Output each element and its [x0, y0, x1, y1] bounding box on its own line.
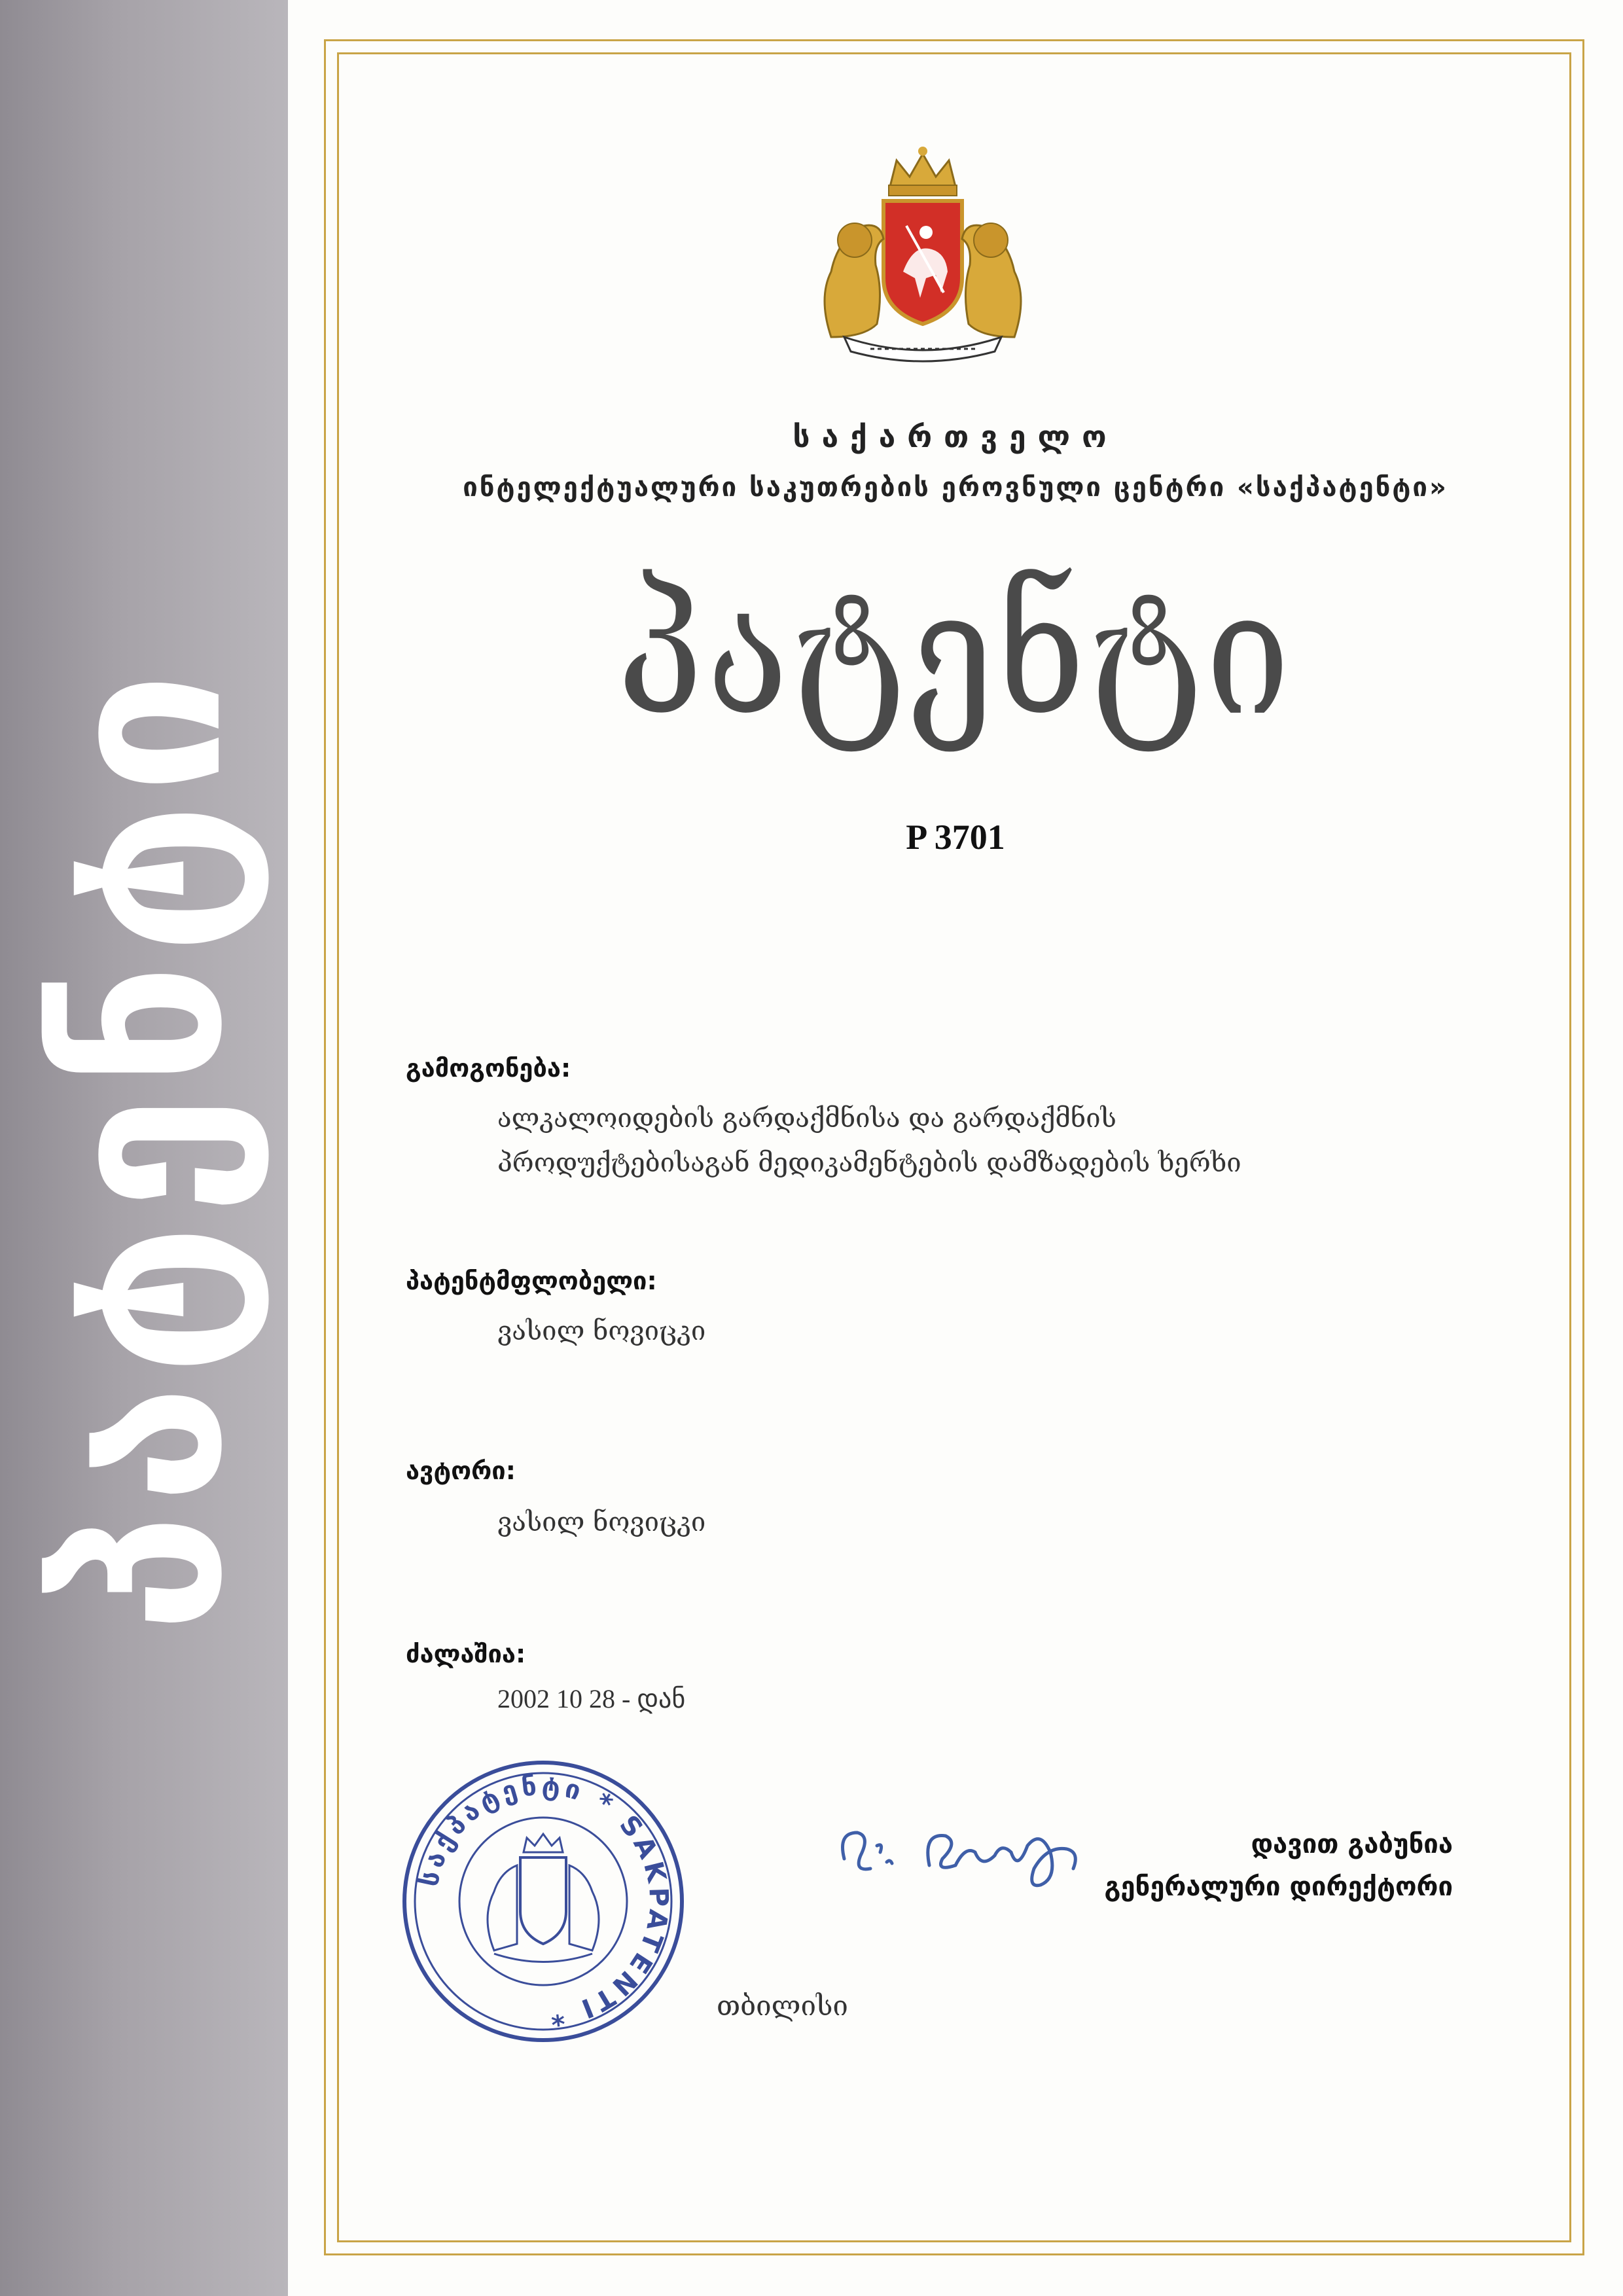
seal-text: საქპატენტი * SAKPATENTI * — [414, 1770, 674, 2032]
invention-line-1: ალკალოიდების გარდაქმნისა და გარდაქმნის — [497, 1103, 1116, 1134]
signer-name: დავით გაბუნია — [1251, 1829, 1453, 1859]
side-band-text: პატენტი — [18, 662, 270, 1634]
author-value: ვასილ ნოვიცკი — [497, 1507, 706, 1537]
round-stamp-icon — [396, 1754, 690, 2049]
signer-position: გენერალური დირექტორი — [1104, 1872, 1453, 1902]
invention-label: გამოგონება: — [406, 1054, 571, 1083]
in-force-value: 2002 10 28 - დან — [497, 1684, 686, 1713]
country-name: საქართველო — [793, 419, 1118, 454]
document-title: პატენტი — [617, 553, 1294, 755]
side-band — [0, 0, 289, 2296]
author-label: ავტორი: — [406, 1456, 516, 1485]
office-name: ინტელექტუალური საკუთრების ეროვნული ცენტრი «საქპატენტი» — [463, 473, 1448, 503]
holder-value: ვასილ ნოვიცკი — [497, 1316, 706, 1346]
holder-label: პატენტმფლობელი: — [406, 1266, 657, 1295]
georgia-coat-of-arms-icon — [792, 141, 1054, 363]
certificate-sheet — [288, 0, 1623, 2296]
city-name: თბილისი — [717, 1990, 848, 2022]
invention-line-2: პროდუქტებისაგან მედიკამენტების დამზადების ხერხი — [497, 1148, 1241, 1178]
patent-number: P 3701 — [906, 817, 1005, 857]
in-force-label: ძალაშია: — [406, 1640, 526, 1668]
